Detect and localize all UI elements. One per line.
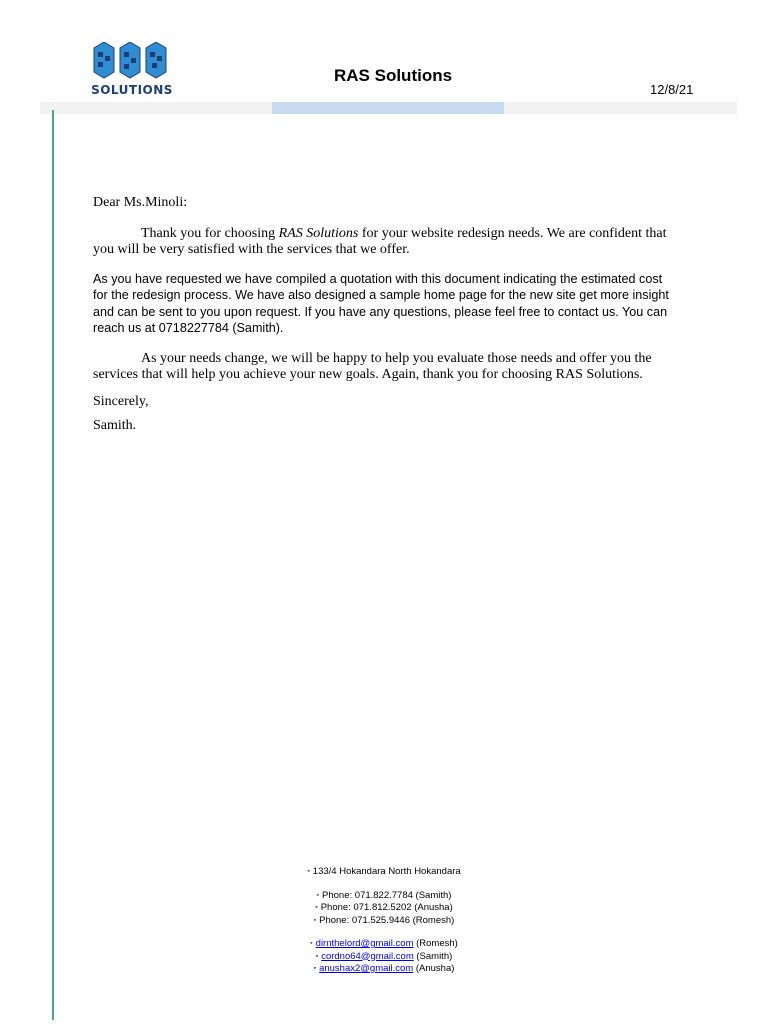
- company-name: RAS Solutions: [334, 66, 453, 85]
- bullet-icon: ▪: [316, 891, 320, 899]
- company-name-emphasis: RAS Solutions: [278, 225, 359, 241]
- paragraph-closing-remarks: As your needs change, we will be happy to help you evaluate those needs and offer you the services that will help you achieve your new goals. Again, thank you for choosing RAS Solutions.: [93, 350, 652, 382]
- letter-date: 12/8/21: [650, 82, 694, 97]
- contact-footer: [0, 866, 768, 976]
- email-link[interactable]: anushax2@gmail.com: [319, 963, 414, 974]
- closing: Sincerely,: [93, 393, 149, 409]
- email-link[interactable]: cordno64@gmail.com: [321, 950, 414, 962]
- address: 133/4 Hokandara North Hokandara: [312, 866, 461, 877]
- email-owner: (Anusha): [413, 963, 455, 974]
- bullet-icon: ▪: [313, 965, 317, 972]
- phone-number: Phone: 071.525.9446 (Romesh): [319, 914, 455, 926]
- spacer: [0, 927, 768, 938]
- paragraph-intro-end: for your website redesign needs. We are confident that you will be very satisfied with the services that we offer.: [93, 225, 667, 257]
- email-owner: (Romesh): [413, 938, 458, 949]
- phone-line: [0, 890, 768, 903]
- letter-body: [93, 195, 673, 435]
- bullet-icon: ▪: [310, 940, 313, 947]
- signature: Samith.: [93, 418, 137, 433]
- greeting: Dear Ms.Minoli:: [93, 195, 188, 210]
- phone-number: Phone: 071.822.7784 (Samith): [322, 889, 452, 901]
- email-line: [0, 963, 768, 976]
- header-accent-band: [272, 102, 504, 114]
- company-logo: [92, 42, 172, 98]
- paragraph-intro: [93, 226, 673, 259]
- bullet-icon: ▪: [315, 952, 319, 960]
- phone-number: Phone: 071.812.5202 (Anusha): [320, 902, 453, 913]
- email-owner: (Samith): [413, 950, 453, 962]
- svg-text:SOLUTIONS: SOLUTIONS: [92, 83, 172, 97]
- spacer: [0, 879, 768, 890]
- email-line: [0, 938, 768, 951]
- phone-line: [0, 902, 768, 915]
- bullet-icon: ▪: [315, 904, 318, 911]
- paragraph-intro-start: Thank you for choosing: [141, 225, 279, 241]
- bullet-icon: ▪: [313, 916, 317, 924]
- phone-line: [0, 915, 768, 928]
- email-line: [0, 951, 768, 964]
- address-line: [0, 866, 768, 879]
- bullet-icon: ▪: [307, 868, 310, 875]
- paragraph-quotation: As you have requested we have compiled a quotation with this document indicating the estimated cost for the redesign process. We have also designed a sample home page for the new site get more insight and can be sent to you upon request. If you have any questions, please feel free to contact us. You can reach us at 0718227784 (Samith).: [93, 271, 669, 335]
- email-link[interactable]: dirnthelord@gmail.com: [315, 938, 414, 949]
